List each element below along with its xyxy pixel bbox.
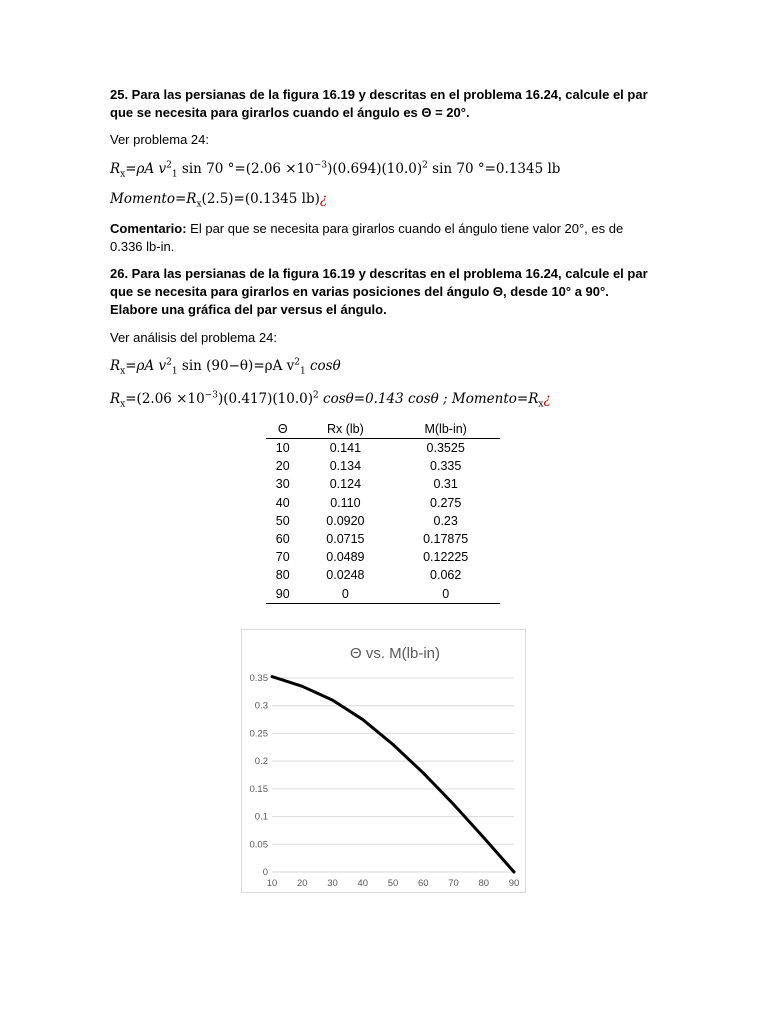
problem-26-equation-values: $R_x=(2.06 \times 10^{-3})(0.417)(10.0)^2$ cosθ=0.143 cosθ ; $Momento=R_x¿$	[110, 390, 551, 410]
table-cell: 40	[275, 495, 290, 510]
table-cell: 0.23	[433, 513, 458, 528]
y-tick-label: 0.25	[249, 728, 268, 740]
problem-25-equation-moment: $Momento=R_x(2.5)=(0.1345$ lb)¿	[110, 191, 328, 210]
table-cell: 10	[275, 441, 290, 456]
table-row	[266, 494, 500, 512]
table-cell: 60	[275, 532, 290, 547]
table-cell: 0.0489	[326, 550, 365, 565]
table-cell: 0.124	[329, 477, 362, 492]
table-row	[266, 457, 500, 475]
table-cell: 90	[266, 585, 299, 604]
table-row	[266, 585, 500, 604]
table-cell: 0	[391, 585, 500, 604]
problem-26-reference: Ver análisis del problema 24:	[110, 330, 277, 345]
problem-25-comment: Comentario: El par que se necesita para girarlos cuando el ángulo tiene valor 20°, es de 0.336 lb-in.	[110, 221, 624, 254]
table-row	[266, 548, 500, 566]
table-cell: 0.12225	[423, 550, 469, 565]
x-tick-label: 80	[478, 878, 490, 889]
problem-26-equation-rx: $R_x=\rho A$ $v^2_1$ sin (90−θ)=ρA $v^2_1$ cosθ	[110, 357, 341, 377]
table-cell: 0.0920	[326, 513, 365, 528]
x-tick-label: 70	[448, 878, 459, 889]
table-cell: 0.275	[430, 495, 462, 510]
table-row	[266, 439, 500, 458]
y-tick-label: 0.15	[249, 783, 268, 795]
table-cell: 0.0248	[326, 568, 365, 583]
y-tick-label: 0.3	[254, 700, 268, 712]
table-row	[266, 475, 500, 493]
x-tick-label: 50	[387, 878, 399, 889]
table-row	[266, 566, 500, 584]
table-cell: 0.17875	[423, 532, 469, 547]
table-cell: 0	[299, 585, 391, 604]
y-tick-label: 0.35	[249, 673, 268, 684]
y-tick-label: 0.2	[254, 756, 268, 768]
x-tick-label: 90	[508, 878, 520, 889]
table-row	[266, 530, 500, 548]
x-tick-label: 60	[417, 878, 429, 889]
y-tick-label: 0.1	[254, 811, 268, 823]
table-cell: 20	[275, 459, 290, 474]
y-tick-label: 0	[262, 867, 268, 878]
table-header-row	[266, 420, 500, 439]
table-cell: 0.3525	[426, 441, 465, 456]
y-tick-label: 0.05	[249, 839, 268, 851]
table-cell: 0.134	[329, 459, 362, 474]
moment-vs-angle-chart	[241, 629, 526, 893]
problem-25-heading: 25. Para las persianas de la figura 16.19 y descritas en el problema 16.24, calcule el par que se necesita para girarlos cuando el ángulo es Θ = 20°.	[110, 87, 648, 120]
table-cell: 0.062	[430, 568, 462, 583]
column-header: Θ	[266, 420, 299, 439]
table-cell: 0.0715	[326, 532, 365, 547]
column-header: Rx (lb)	[299, 420, 391, 439]
problem-25-equation-rx: $R_x=\rho A$ $v^2_1$ sin 70 $^\circ=(2.06 \times 10^{-3})(0.694)(10.0)^2$ sin 70 °=0.1345 lb	[110, 160, 561, 180]
x-tick-label: 10	[266, 878, 278, 889]
column-header: M(lb-in)	[391, 420, 500, 439]
x-tick-label: 40	[357, 878, 369, 889]
table-cell: 80	[275, 568, 290, 583]
results-table	[266, 420, 500, 604]
table-cell: 30	[275, 477, 290, 492]
table-cell: 0.335	[430, 459, 462, 474]
table-cell: 50	[275, 513, 290, 528]
table-row	[266, 512, 500, 530]
chart-title: Θ vs. M(lb-in)	[350, 645, 440, 662]
x-tick-label: 30	[327, 878, 338, 889]
chart-canvas	[242, 630, 525, 892]
table-cell: 0.31	[433, 477, 458, 492]
x-tick-label: 20	[296, 878, 308, 889]
table-cell: 0.141	[329, 441, 362, 456]
table-cell: 70	[275, 550, 290, 565]
problem-26-heading: 26. Para las persianas de la figura 16.19 y descritas en el problema 16.24, calcule el par que se necesita para girarlos en varias posiciones del ángulo Θ, desde 10° a 90°. Elabore una gráfica del par versus el ángulo.	[110, 266, 648, 317]
problem-25-reference: Ver problema 24:	[110, 132, 210, 147]
table-cell: 0.110	[330, 495, 361, 510]
